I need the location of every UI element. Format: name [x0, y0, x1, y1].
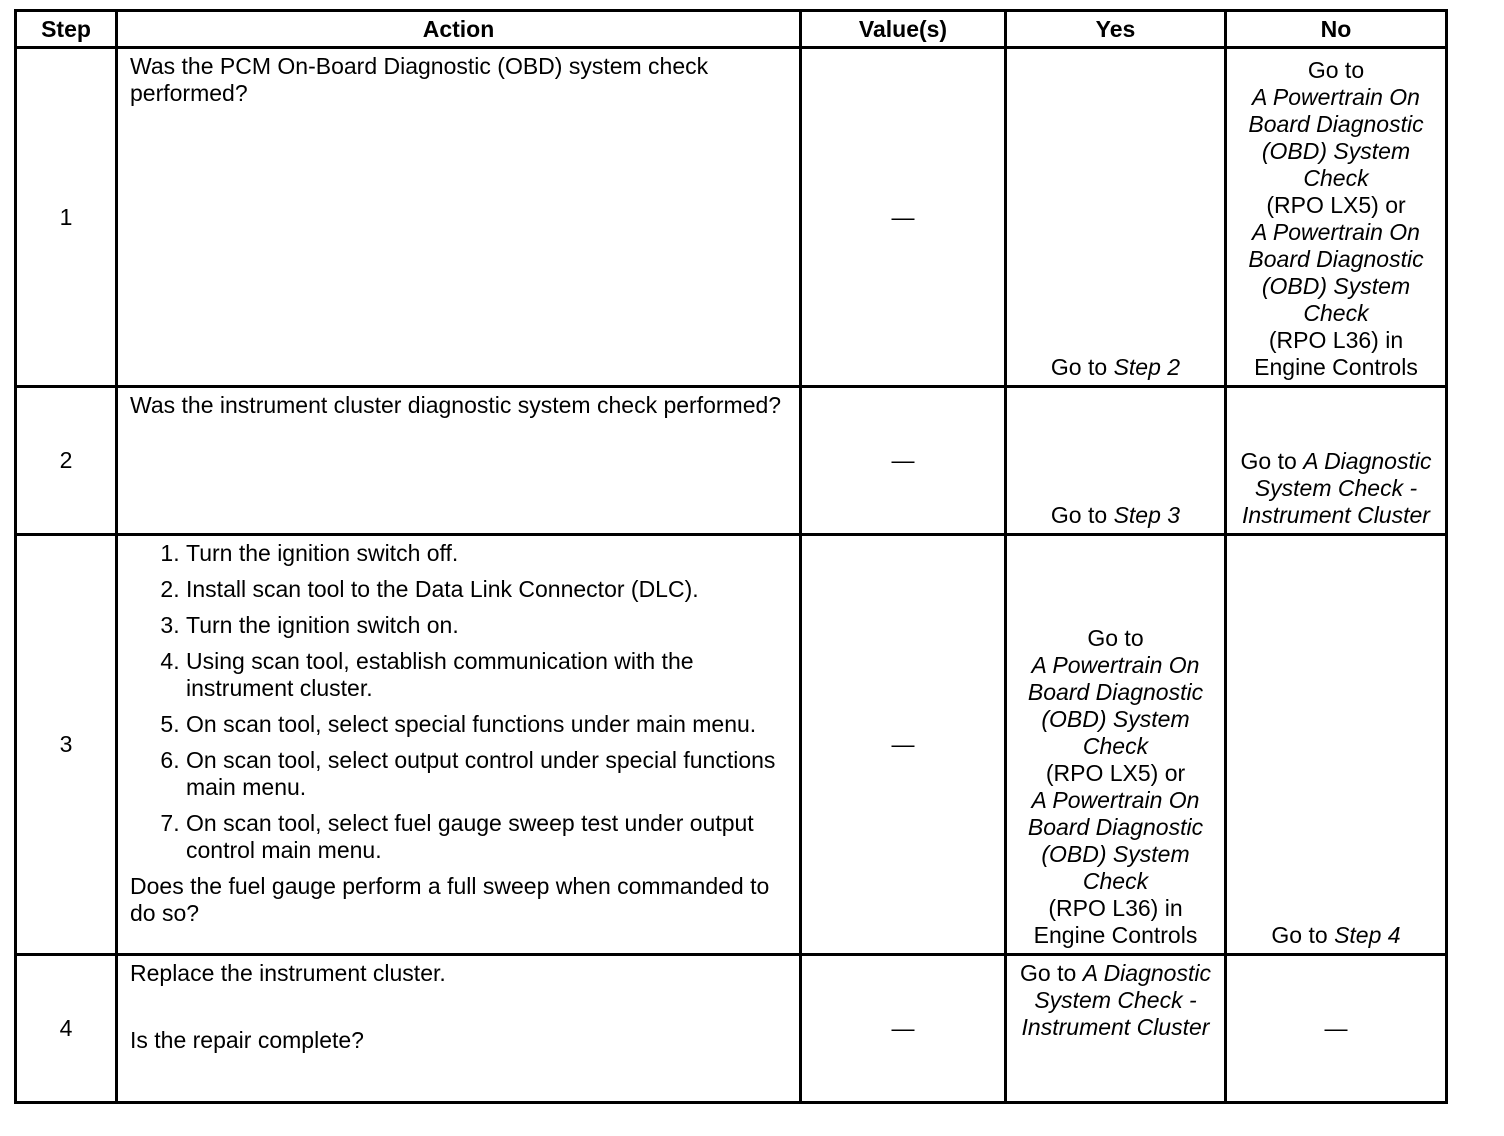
- table-row: [16, 387, 1447, 535]
- table-row: [16, 955, 1447, 1103]
- no-prefix: Go to: [1271, 922, 1335, 948]
- action-text: Was the PCM On-Board Diagnostic (OBD) system check performed?: [117, 48, 801, 387]
- no-link[interactable]: A Diagnostic System Check - Instrument Cluster: [1242, 448, 1432, 528]
- value-cell: —: [801, 955, 1006, 1103]
- action-question: Does the fuel gauge perform a full sweep when commanded to do so?: [130, 873, 770, 926]
- yes-cell: [1006, 955, 1226, 1103]
- header-yes: Yes: [1006, 11, 1226, 48]
- procedure-step: 2. Install scan tool to the Data Link Connector (DLC).: [186, 576, 787, 603]
- step-number: 3: [16, 535, 117, 955]
- step-number: 4: [16, 955, 117, 1103]
- yes-prefix: Go to: [1050, 354, 1114, 380]
- yes-mid: (RPO LX5) or: [1045, 760, 1186, 786]
- step-number: 1: [16, 48, 117, 387]
- action-text: [117, 955, 801, 1103]
- no-cell: —: [1226, 955, 1447, 1103]
- header-values: Value(s): [801, 11, 1006, 48]
- action-text: Was the instrument cluster diagnostic system check performed?: [117, 387, 801, 535]
- procedure-step: 7. On scan tool, select fuel gauge sweep test under output control main menu.: [186, 810, 787, 864]
- value-cell: —: [801, 48, 1006, 387]
- no-link2[interactable]: A Powertrain On Board Diagnostic (OBD) System Check: [1248, 219, 1424, 326]
- step-number: 2: [16, 387, 117, 535]
- procedure-step: 4. Using scan tool, establish communication with the instrument cluster.: [186, 648, 787, 702]
- header-action: Action: [117, 11, 801, 48]
- no-tail: (RPO L36) in Engine Controls: [1254, 327, 1418, 380]
- no-link1[interactable]: A Powertrain On Board Diagnostic (OBD) System Check: [1248, 84, 1424, 191]
- header-no: No: [1226, 11, 1447, 48]
- yes-line1: Go to: [1087, 625, 1144, 651]
- procedure-step: 5. On scan tool, select special functions under main menu.: [186, 711, 787, 738]
- yes-prefix: Go to: [1020, 960, 1083, 986]
- no-cell: [1226, 535, 1447, 955]
- action-instruction: Replace the instrument cluster.: [130, 960, 446, 986]
- yes-link[interactable]: Step 2: [1113, 354, 1181, 380]
- yes-tail: (RPO L36) in Engine Controls: [1033, 895, 1198, 948]
- action-text: [117, 535, 801, 955]
- yes-cell: [1006, 535, 1226, 955]
- procedure-step: 3. Turn the ignition switch on.: [186, 612, 787, 639]
- diagnostic-table: [14, 9, 1448, 1104]
- value-cell: —: [801, 387, 1006, 535]
- procedure-list: [130, 540, 787, 864]
- no-cell: [1226, 387, 1447, 535]
- procedure-step: 1. Turn the ignition switch off.: [186, 540, 787, 567]
- action-question: Is the repair complete?: [130, 1027, 364, 1053]
- no-prefix: Go to: [1240, 448, 1304, 474]
- no-cell: [1226, 48, 1447, 387]
- yes-link[interactable]: Step 3: [1113, 502, 1181, 528]
- yes-cell: [1006, 48, 1226, 387]
- value-cell: —: [801, 535, 1006, 955]
- yes-link1[interactable]: A Powertrain On Board Diagnostic (OBD) System Check: [1027, 652, 1204, 759]
- procedure-step: 6. On scan tool, select output control under special functions main menu.: [186, 747, 787, 801]
- header-step: Step: [16, 11, 117, 48]
- no-line1: Go to: [1307, 57, 1365, 83]
- table-row: [16, 48, 1447, 387]
- yes-link2[interactable]: A Powertrain On Board Diagnostic (OBD) System Check: [1027, 787, 1204, 894]
- yes-prefix: Go to: [1050, 502, 1114, 528]
- no-link[interactable]: Step 4: [1334, 922, 1401, 948]
- header-row: [16, 11, 1447, 48]
- yes-cell: [1006, 387, 1226, 535]
- no-mid: (RPO LX5) or: [1266, 192, 1406, 218]
- table-row: [16, 535, 1447, 955]
- yes-link[interactable]: A Diagnostic System Check - Instrument Cluster: [1021, 960, 1211, 1040]
